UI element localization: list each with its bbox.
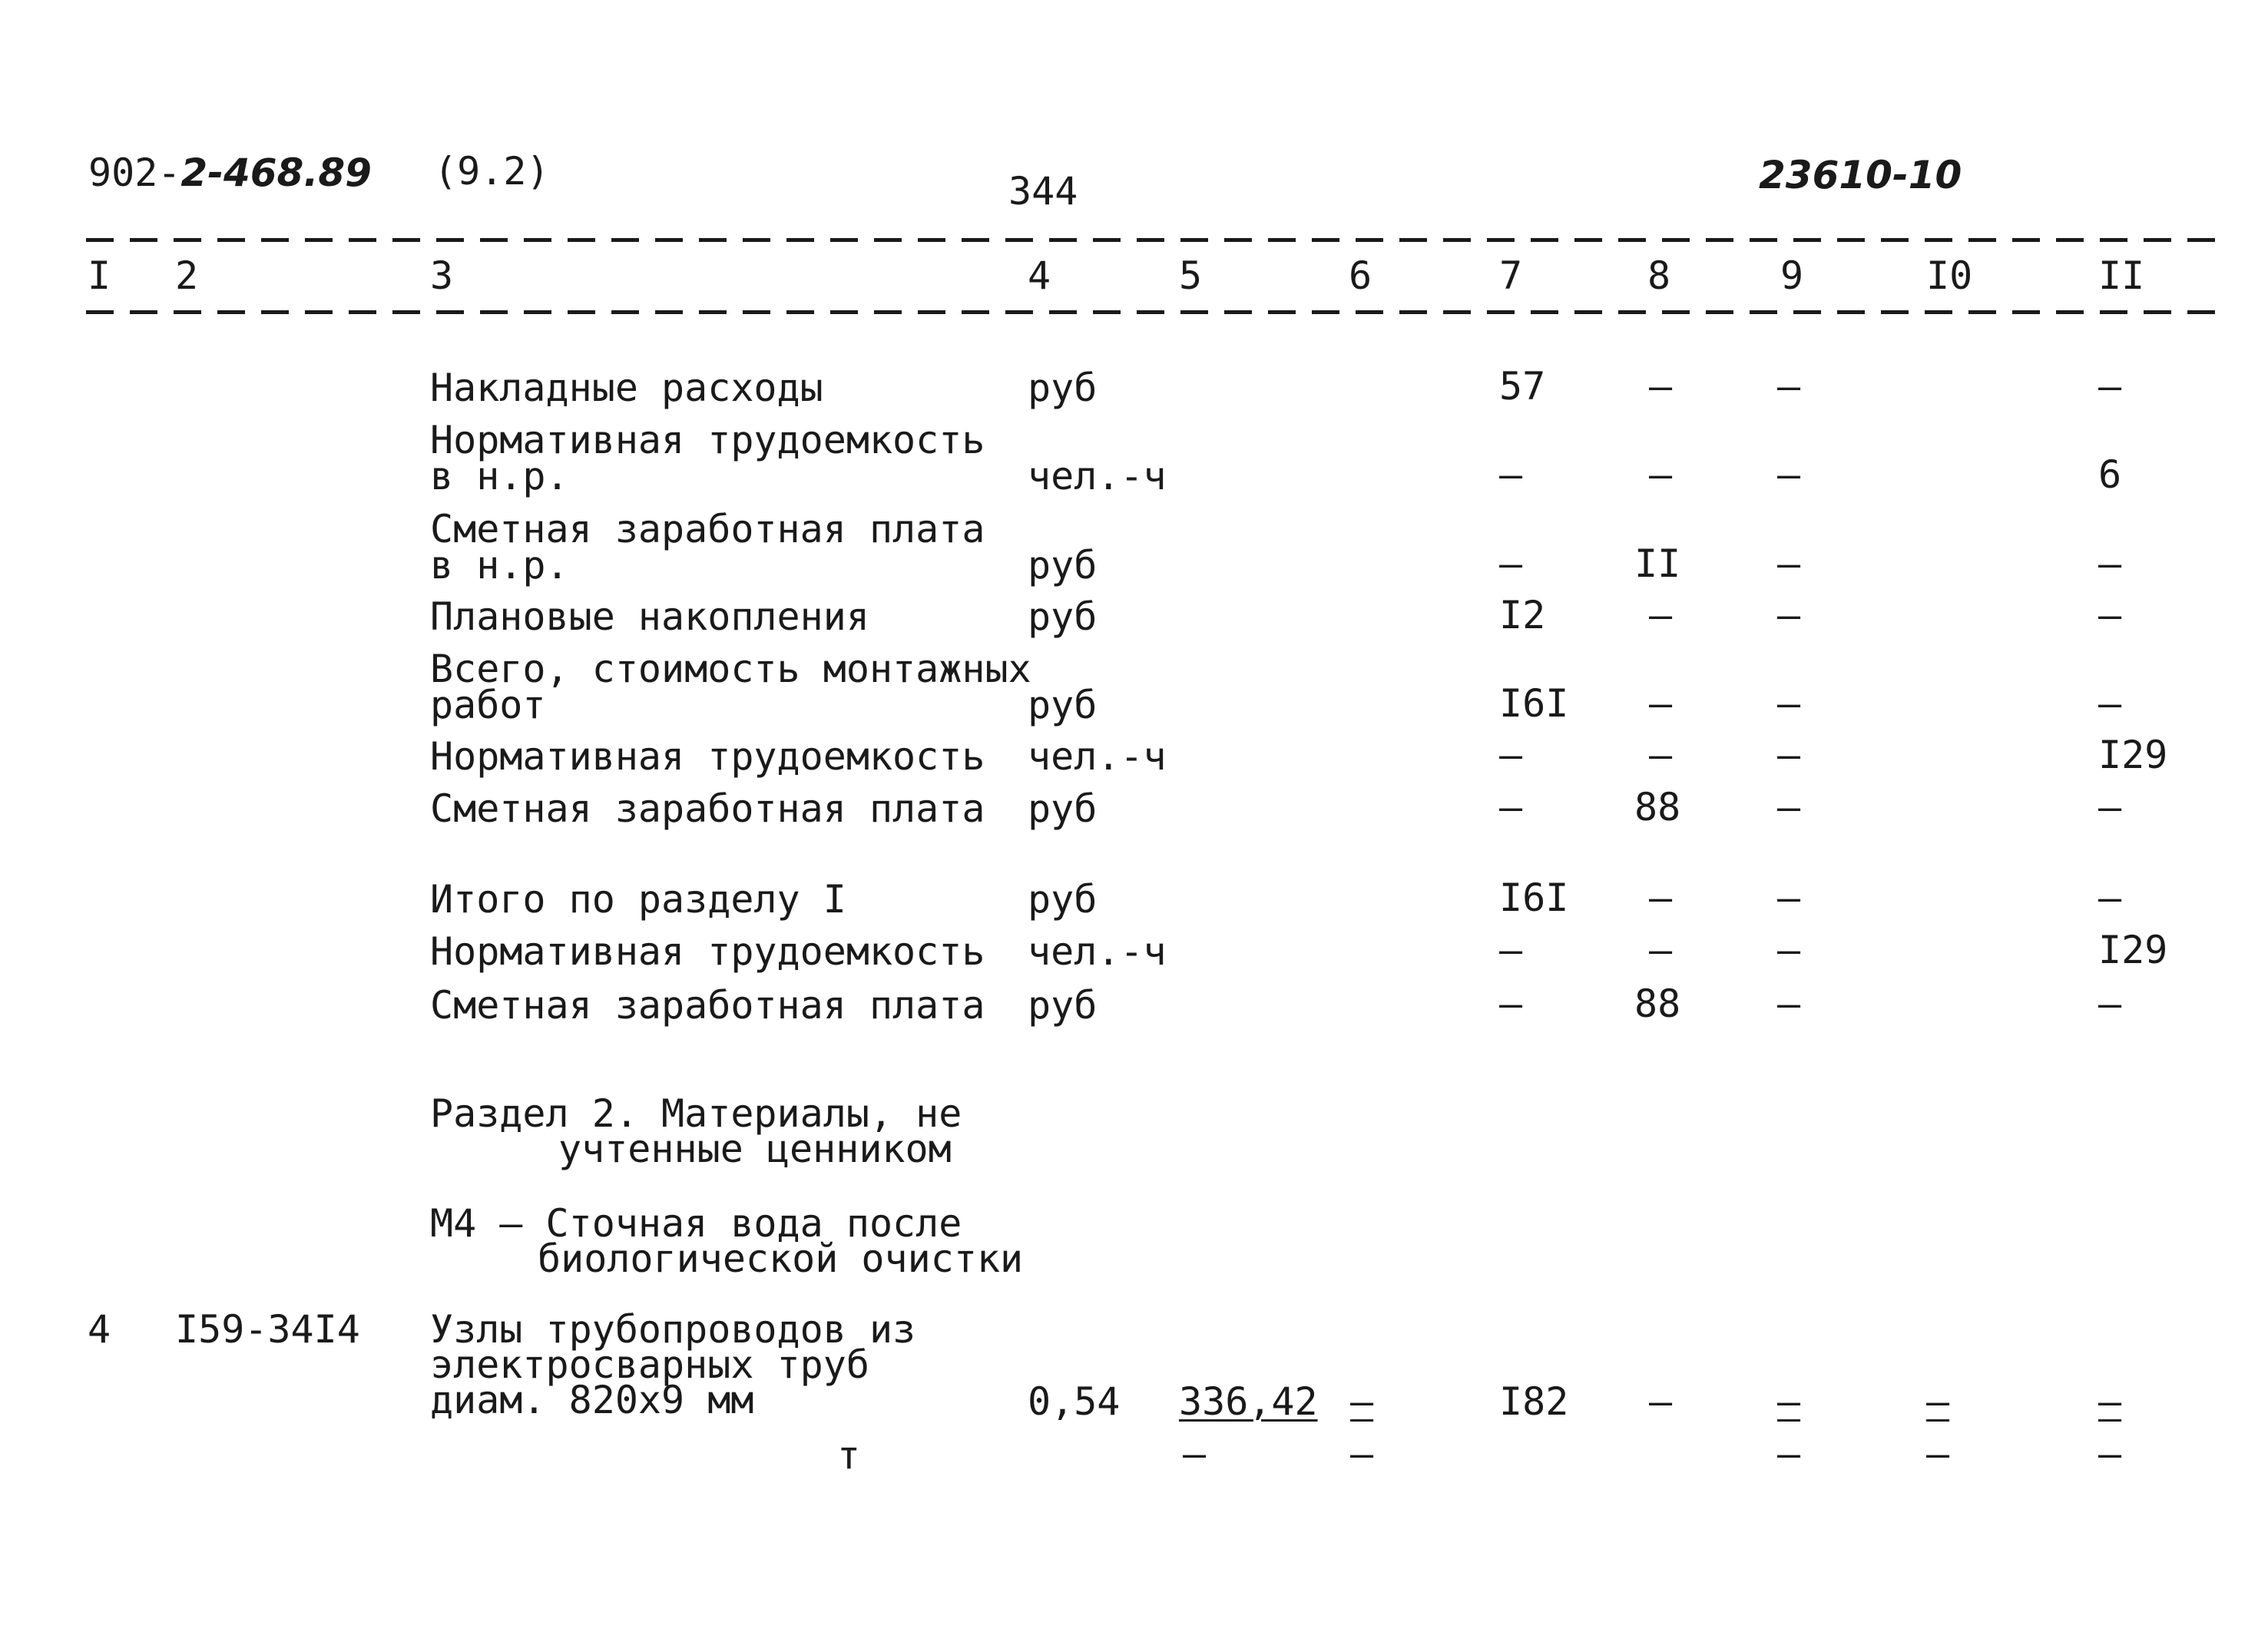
row-col8: 88 [1634, 785, 1681, 829]
row-col9: – [1777, 541, 1801, 586]
column-header-11: II [2098, 253, 2145, 298]
document-code [88, 151, 372, 195]
column-header-7: 7 [1499, 253, 1523, 298]
row-unit: руб [1028, 983, 1098, 1028]
column-header-1: I [88, 253, 111, 298]
row-col8: – [1649, 928, 1673, 972]
row-col11: 6 [2098, 452, 2122, 497]
row-col9: – [1777, 876, 1801, 920]
row-col7: – [1499, 541, 1523, 586]
row-col9: – [1777, 982, 1801, 1026]
column-header-10: I0 [1926, 253, 1973, 298]
row-col9: – [1777, 928, 1801, 972]
item-col6-bottom: – [1350, 1432, 1374, 1476]
row-col7: I2 [1499, 593, 1546, 637]
section-subtitle-cont: биологической очистки [538, 1236, 1024, 1281]
row-unit: руб [1028, 683, 1098, 727]
row-col7: I6I [1499, 681, 1569, 726]
item-description-cont: диам. 820х9 мм [430, 1378, 754, 1422]
row-description: Нормативная трудоемкость [430, 418, 985, 462]
item-unit: т [837, 1433, 861, 1478]
item-col10-bottom: – [1926, 1432, 1950, 1476]
row-col11: – [2098, 541, 2122, 586]
row-description: Нормативная трудоемкость [430, 734, 985, 779]
row-col7: – [1499, 785, 1523, 829]
row-col9: – [1777, 681, 1801, 726]
section-subtitle: М4 – Сточная вода после [430, 1201, 962, 1246]
item-col11-bottom: – [2098, 1432, 2122, 1476]
document-code-handwritten: 2-468.89 [180, 151, 372, 195]
row-unit: чел.-ч [1028, 929, 1167, 974]
item-description-cont: электросварных труб [430, 1342, 869, 1387]
row-col8: – [1649, 593, 1673, 637]
item-code: I59-34I4 [175, 1307, 360, 1352]
row-col7: 57 [1499, 364, 1546, 409]
row-col9: – [1777, 785, 1801, 829]
row-col9: – [1777, 593, 1801, 637]
item-description: Узлы трубопроводов из [430, 1307, 916, 1352]
row-col11: – [2098, 593, 2122, 637]
row-col11: – [2098, 785, 2122, 829]
row-col7: – [1499, 982, 1523, 1026]
column-header-3: 3 [430, 253, 454, 298]
column-header-8: 8 [1647, 253, 1671, 298]
row-description: Плановые накопления [430, 594, 869, 639]
row-col11: – [2098, 681, 2122, 726]
row-description: Накладные расходы [430, 366, 823, 410]
row-col8: – [1649, 733, 1673, 777]
row-description-cont: в н.р. [430, 543, 569, 588]
row-description: Всего, стоимость монтажных [430, 647, 1031, 691]
row-col11: – [2098, 364, 2122, 409]
row-unit: руб [1028, 543, 1098, 588]
item-number: 4 [88, 1307, 111, 1352]
row-description: Итого по разделу I [430, 877, 846, 922]
sheet-code: 23610-10 [1759, 153, 1962, 197]
item-col9-top: – [1777, 1379, 1801, 1424]
row-description-cont: в н.р. [430, 454, 569, 498]
section-title-cont: учтенные ценником [558, 1127, 952, 1171]
row-description: Сметная заработная плата [430, 983, 985, 1028]
row-unit: чел.-ч [1028, 734, 1167, 779]
row-col8: – [1649, 452, 1673, 497]
row-unit: руб [1028, 786, 1098, 831]
document-code-prefix: 902- [88, 151, 181, 195]
row-unit: чел.-ч [1028, 454, 1167, 498]
row-description: Нормативная трудоемкость [430, 929, 985, 974]
row-col9: – [1777, 452, 1801, 497]
item-col8: – [1649, 1379, 1673, 1424]
row-unit: руб [1028, 594, 1098, 639]
row-unit: руб [1028, 877, 1098, 922]
header-top-rule [86, 238, 2217, 242]
header-bottom-rule [86, 310, 2217, 314]
row-description-cont: работ [430, 683, 546, 727]
row-col7: I6I [1499, 876, 1569, 920]
column-header-9: 9 [1780, 253, 1804, 298]
column-header-4: 4 [1028, 253, 1051, 298]
row-col11: – [2098, 876, 2122, 920]
row-col7: – [1499, 928, 1523, 972]
column-header-6: 6 [1349, 253, 1372, 298]
row-col11: I29 [2098, 928, 2168, 972]
item-total: I82 [1499, 1379, 1569, 1424]
item-unit-price: 336,42 [1179, 1379, 1318, 1424]
row-col8: – [1649, 876, 1673, 920]
row-col7: – [1499, 733, 1523, 777]
item-col11-top: – [2098, 1379, 2122, 1424]
row-col9: – [1777, 733, 1801, 777]
row-col8: II [1634, 541, 1681, 586]
row-col7: – [1499, 452, 1523, 497]
section-title: Раздел 2. Материалы, не [430, 1091, 962, 1136]
volume-number: (9.2) [434, 149, 550, 194]
row-col11: I29 [2098, 733, 2168, 777]
row-col8: – [1649, 681, 1673, 726]
item-col6-top: – [1350, 1379, 1374, 1424]
row-description: Сметная заработная плата [430, 786, 985, 831]
item-col9-bottom: – [1777, 1432, 1801, 1476]
item-quantity: 0,54 [1028, 1379, 1121, 1424]
row-col11: – [2098, 982, 2122, 1026]
row-unit: руб [1028, 366, 1098, 410]
row-description: Сметная заработная плата [430, 507, 985, 551]
item-col10-top: – [1926, 1379, 1950, 1424]
column-header-5: 5 [1179, 253, 1203, 298]
column-header-2: 2 [175, 253, 199, 298]
page-number: 344 [1008, 169, 1078, 214]
row-col9: – [1777, 364, 1801, 409]
row-col8: – [1649, 364, 1673, 409]
item-col5-bottom: – [1183, 1432, 1207, 1476]
row-col8: 88 [1634, 982, 1681, 1026]
